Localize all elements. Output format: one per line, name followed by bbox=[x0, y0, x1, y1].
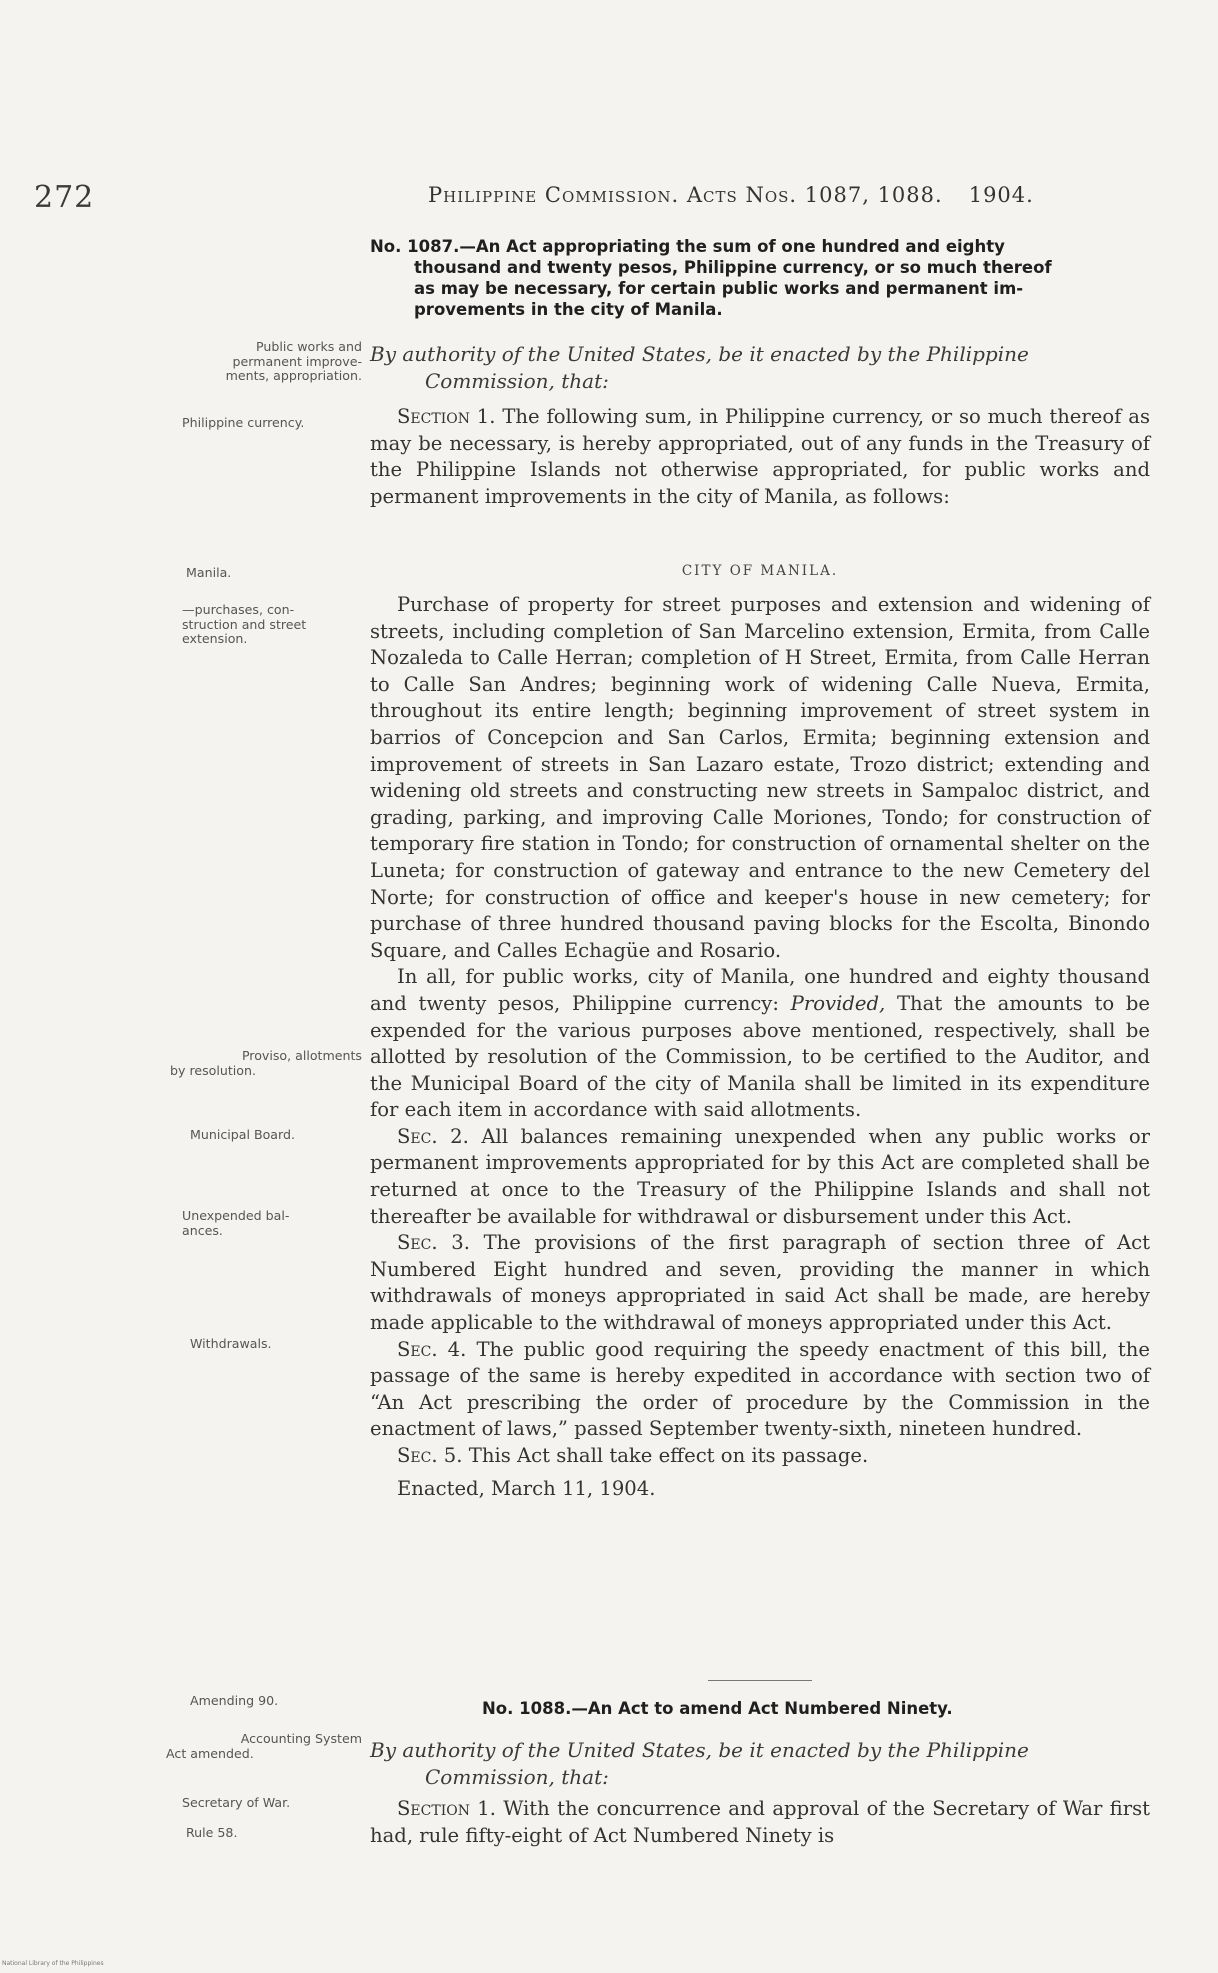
running-head bbox=[428, 183, 1034, 207]
act-1088-enacting-clause bbox=[370, 1737, 1150, 1791]
margin-note-currency: Philippine currency. bbox=[182, 415, 305, 430]
act-1088-title: No. 1088.—An Act to amend Act Numbered Ninety. bbox=[482, 1699, 953, 1718]
provided-word: Provided, bbox=[790, 991, 886, 1015]
act-1087-enacting-clause bbox=[370, 341, 1150, 395]
library-footer-tag: National Library of the Philippines bbox=[2, 1960, 104, 1967]
margin-note-accounting: Accounting System Act amended. bbox=[166, 1731, 362, 1761]
section-4: Sec. 4. The public good requiring the speedy enactment of this bill, the passage of the same is hereby expedited in accordance with section two of “An Act prescribing the order of procedure by the Commission in the enactment of laws,” passed September twenty-sixth, nineteen hundred. bbox=[370, 1337, 1150, 1441]
running-head-year: 1904. bbox=[968, 183, 1034, 207]
section-label: Section 1. bbox=[397, 1797, 496, 1820]
margin-note-unexpended: Unexpended bal- ances. bbox=[182, 1208, 290, 1238]
act-1087-title-line: thousand and twenty pesos, Philippine currency, or so much thereof bbox=[414, 258, 1052, 277]
act-1087-body bbox=[370, 592, 1150, 1502]
margin-note-purchases: —purchases, con- struction and street extension. bbox=[182, 602, 307, 646]
margin-note-amending: Amending 90. bbox=[190, 1693, 279, 1708]
act-1087-title-line: provements in the city of Manila. bbox=[414, 300, 723, 319]
purchase-paragraph: Purchase of property for street purposes and extension and widening of streets, including completion of San Marcelino extension, Ermita, from Calle Nozaleda to Calle Herran; completion of H Street, Ermita, from Calle Herran to Calle San Andres; beginning work of widening Calle Nueva, Ermita, throughout its entire length; beginning improvement of street system in barrios of Concepcion and San Carlos, Ermita; beginning extension and improvement of streets in San Lazaro estate, Trozo district; extending and widening old streets and constructing new streets in Sampaloc district, and grading, parking, and improving Calle Moriones, Tondo; for construction of temporary fire station in Tondo; for construction of ornamental shelter on the Luneta; for construction of gateway and entrance to the new Cemetery del Norte; for construction of office and keeper's house in new cemetery; for purchase of three hundred thousand paving blocks for the Escolta, Binondo Square, and Calles Echagüe and Rosario. bbox=[370, 593, 1150, 962]
section-text: With the concurrence and approval of the Secretary of War first had, rule fifty-eight of Act Numbered Ninety is bbox=[370, 1797, 1151, 1847]
enacting-line: By authority of the United States, be it enacted by the Philippine bbox=[370, 342, 1029, 366]
running-head-title: Philippine Commission. Acts Nos. 1087, 1088. bbox=[428, 183, 943, 207]
enacting-line: Commission, that: bbox=[425, 369, 609, 393]
section-5: Sec. 5. This Act shall take effect on its passage. bbox=[397, 1444, 869, 1467]
margin-note-proviso: Proviso, allotments by resolution. bbox=[170, 1048, 362, 1078]
act-1087-section-1 bbox=[370, 404, 1150, 510]
margin-note-withdrawals: Withdrawals. bbox=[190, 1336, 272, 1351]
margin-note-manila: Manila. bbox=[186, 565, 232, 580]
margin-note-municipal-board: Municipal Board. bbox=[190, 1127, 295, 1142]
margin-note-secretary: Secretary of War. bbox=[182, 1795, 291, 1810]
margin-note-rule-58: Rule 58. bbox=[186, 1825, 238, 1840]
section-text: The following sum, in Philippine currency, or so much thereof as may be necessary, is hereby appropriated, out of any funds in the Treasury of the Philippine Islands not otherwise appropriated, for public works and permanent improvements in the city of Manila, as follows: bbox=[370, 405, 1150, 508]
in-all-paragraph: In all, for public works, city of Manila, one hundred and eighty thousand and twenty pesos, Philippine currency: Provided, That the amounts to be expended for the various purposes above mentioned, respectively, shall be allotted by resolution of the Commission, to be certified to the Auditor, and the Municipal Board of the city of Manila shall be limited in its expenditure for each item in accordance with said allotments. bbox=[370, 965, 1151, 1122]
enacting-line: Commission, that: bbox=[425, 1765, 609, 1789]
enacted-date: Enacted, March 11, 1904. bbox=[397, 1476, 656, 1500]
section-3: Sec. 3. The provisions of the first paragraph of section three of Act Numbered Eight hundred and seven, providing the manner in which withdrawals of moneys appropriated in said Act shall be made, are hereby made applicable to the withdrawal of moneys appropriated under this Act. bbox=[370, 1231, 1150, 1335]
act-1087-title-line: No. 1087.—An Act appropriating the sum of one hundred and eighty bbox=[370, 237, 1005, 256]
section-label: Section 1. bbox=[397, 405, 496, 428]
margin-note-public-works: Public works and permanent improve- ments, appropriation. bbox=[225, 339, 362, 383]
section-2: Sec. 2. All balances remaining unexpended when any public works or permanent improvements appropriated for by this Act are completed shall be returned at once to the Treasury of the Philippine Islands and shall not thereafter be available for withdrawal or disbursement under this Act. bbox=[370, 1124, 1151, 1228]
act-1087-title-line: as may be necessary, for certain public works and permanent im- bbox=[414, 279, 1024, 298]
city-heading: CITY OF MANILA. bbox=[681, 563, 839, 579]
act-separator-rule bbox=[708, 1680, 812, 1681]
enacting-line: By authority of the United States, be it enacted by the Philippine bbox=[370, 1738, 1029, 1762]
act-1087-title bbox=[370, 236, 1148, 320]
page-number: 272 bbox=[34, 180, 95, 215]
act-1088-section-1 bbox=[370, 1796, 1150, 1849]
